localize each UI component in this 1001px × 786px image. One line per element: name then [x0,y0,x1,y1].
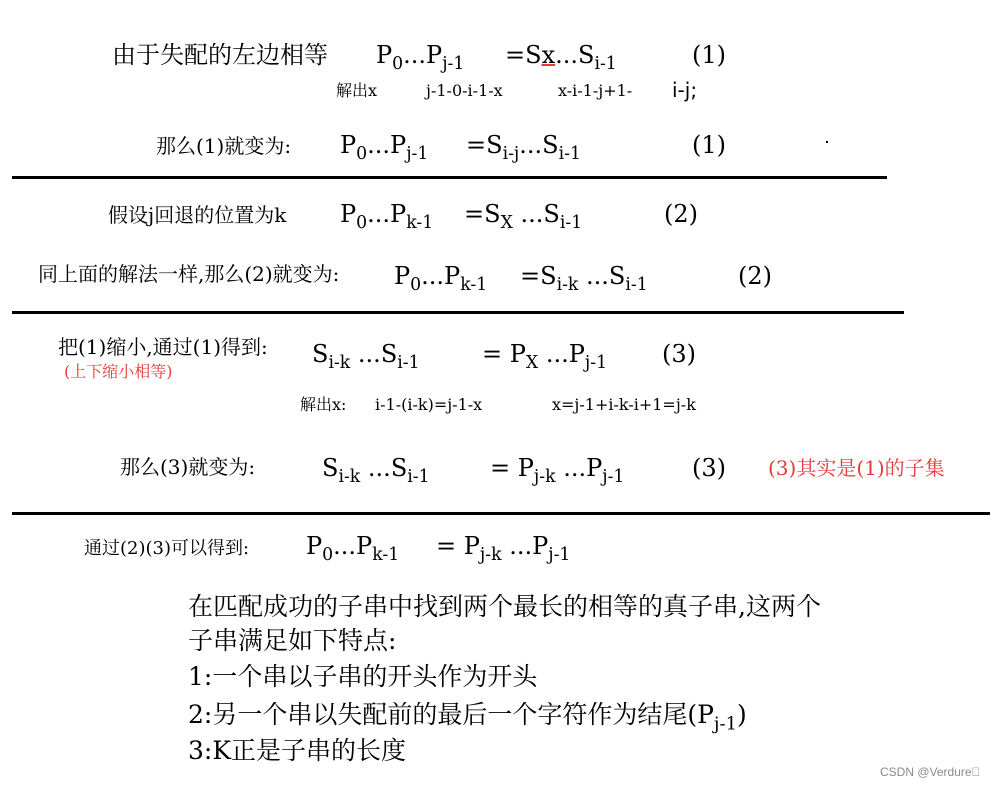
row1-x: x [541,41,556,69]
row7-lhs: $P_0...P_{k-1}$ [306,532,400,566]
summary-line-2: 子串满足如下特点: [188,626,397,655]
row3-equation-number: (2) [664,200,698,228]
divider-3 [12,512,990,515]
row6-equation-number: (3) [692,454,726,482]
watermark: CSDN @Verdure  [880,765,981,779]
divider-2 [12,311,904,314]
row1-rhs [505,41,617,75]
row4-label: 同上面的解法一样,那么(2)就变为: [38,262,340,286]
row1-si1: $S_{i-1}$ [578,41,617,75]
row2-equation-number: (1) [692,131,726,159]
stray-dot [826,141,828,143]
row4-equation-number: (2) [738,262,772,290]
solve1-prefix: 解出x [336,81,378,100]
divider-1 [12,176,887,179]
row1-equation-number: (1) [692,41,726,69]
row6-label: 那么(3)就变为: [120,455,256,479]
row1-dots: ... [403,41,427,69]
solve2-prefix: 解出x: [300,395,347,414]
row2-rhs: $=S_{i-j}...S_{i-1}$ [466,131,581,165]
summary-line-1: 在匹配成功的子串中找到两个最长的相等的真子串,这两个 [188,592,821,621]
summary-item-1: 1:一个串以子串的开头作为开头 [188,662,538,691]
summary-item-3: 3:K正是子串的长度 [188,736,407,765]
row1-label: 由于失配的左边相等 [112,41,328,69]
solve2-term2: x=j-1+i-k-i+1=j-k [552,395,696,414]
solve2-term1: i-1-(i-k)=j-1-x [375,395,483,414]
row2-lhs: $P_0...P_{j-1}$ [340,131,429,165]
solve1-answer: i-j; [672,78,698,102]
row7-rhs: = $P_{j-k}$ $...P_{j-1}$ [436,532,571,566]
row5-note: (上下缩小相等) [64,362,173,381]
solve1-term1: j-1-0-i-1-x [426,81,503,100]
row1-lhs [376,41,465,75]
row3-rhs: $=S_X$ $...S_{i-1}$ [464,200,583,234]
row4-rhs: $=S_{i-k}$ $...S_{i-1}$ [520,262,648,296]
row2-label: 那么(1)就变为: [156,134,292,158]
solve1-term2: x-i-1-j+1- [558,81,633,100]
row7-label: 通过(2)(3)可以得到: [84,538,250,559]
row1-p0: $P_0$ [376,41,404,75]
row1-eq: =S [505,41,542,69]
summary-item-2: 2:另一个串以失配前的最后一个字符作为结尾$(P_{j-1})$ [188,700,747,735]
row1-pj1: $P_{j-1}$ [426,41,465,75]
row6-rhs: = $P_{j-k}$ $...P_{j-1}$ [490,454,625,488]
row3-lhs: $P_0...P_{k-1}$ [340,200,434,234]
row5-lhs: $S_{i-k}$ $...S_{i-1}$ [312,340,420,374]
row3-label: 假设j回退的位置为k [108,203,287,227]
row6-lhs: $S_{i-k}$ $...S_{i-1}$ [322,454,430,488]
row6-note: (3)其实是(1)的子集 [768,456,945,480]
row1-dots2: ... [555,41,578,69]
row5-rhs: = $P_X$ $...P_{j-1}$ [482,340,608,374]
row4-lhs: $P_0...P_{k-1}$ [394,262,488,296]
row5-equation-number: (3) [662,340,696,368]
row5-label: 把(1)缩小,通过(1)得到: [58,335,268,359]
